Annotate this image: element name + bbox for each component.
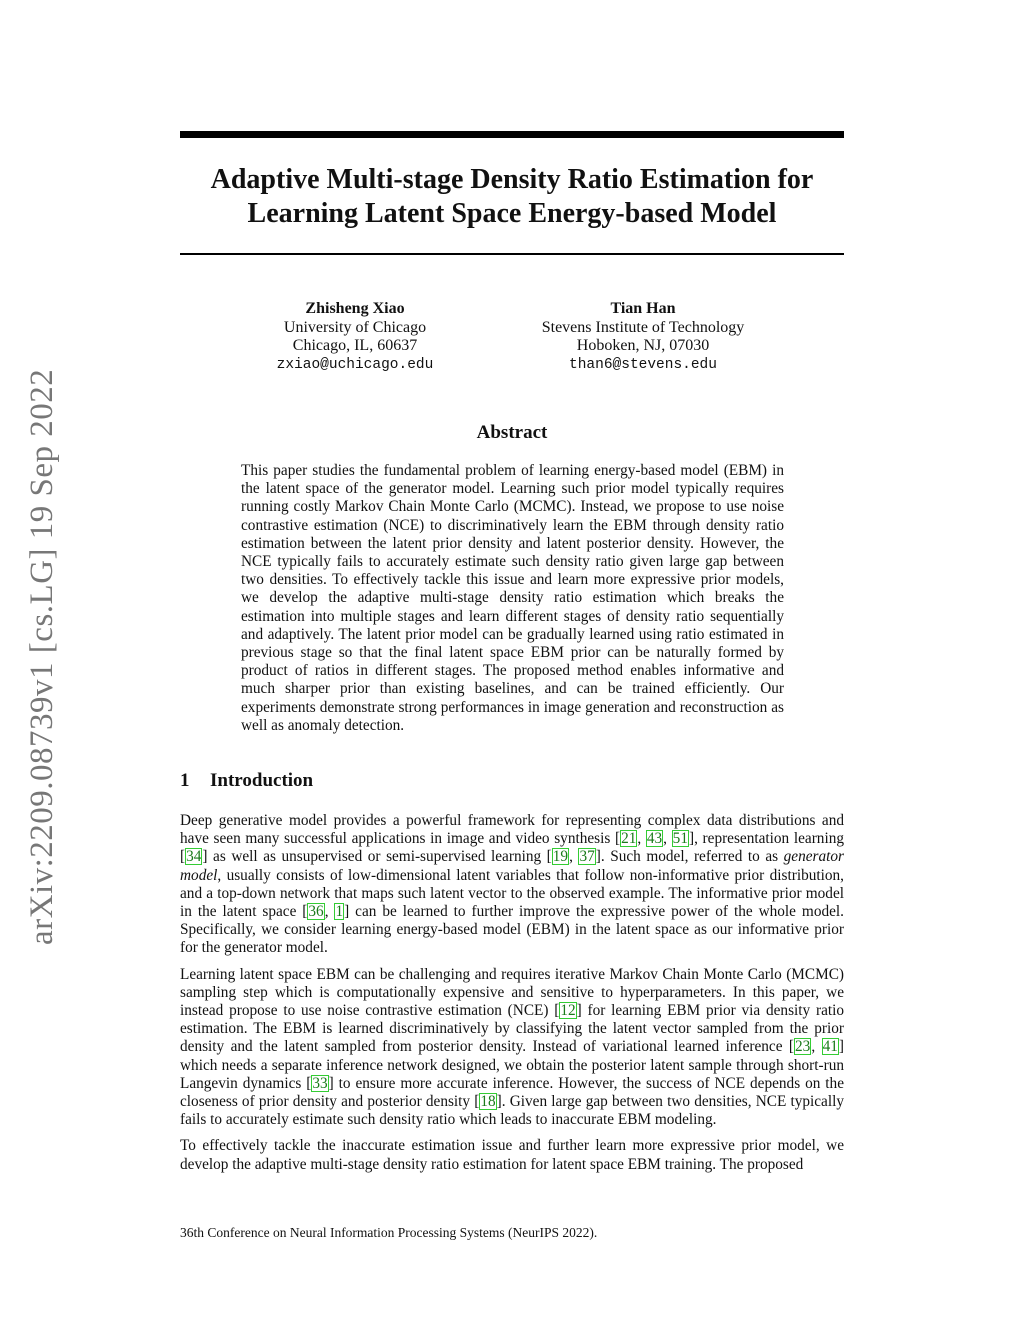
citation-link[interactable]: 1	[335, 903, 344, 921]
title-line-1: Adaptive Multi-stage Density Ratio Estimation for	[210, 164, 814, 195]
author-name: Zhisheng Xiao	[305, 300, 405, 317]
author-email[interactable]: zxiao@uchicago.edu	[276, 356, 434, 373]
author-block-1	[205, 300, 505, 374]
text-run: ] as well as unsupervised or semi-supervised learning [	[202, 848, 552, 866]
intro-paragraph-3: To effectively tackle the inaccurate estimation issue and further learn more expressive prior model, we develop the adaptive multi-stage density ratio estimation for latent space EBM training. The proposed	[180, 1137, 844, 1173]
citation-link[interactable]: 23	[795, 1038, 811, 1056]
text-run: ]. Such model, referred to as	[595, 848, 784, 866]
title-line-2: Learning Latent Space Energy-based Model	[247, 198, 777, 229]
paper-title	[180, 163, 844, 231]
title-bottom-rule	[180, 253, 844, 255]
title-top-rule	[180, 131, 844, 138]
citation-link[interactable]: 34	[186, 848, 202, 866]
citation-link[interactable]: 18	[480, 1093, 496, 1111]
section-number: 1	[180, 770, 190, 791]
citation-link[interactable]: 21	[621, 830, 637, 848]
text-run: Learning latent space EBM can be challenging and requires iterative Markov Chain Monte Carlo (MCMC) sampling step which is computationally expensive and sensitive to hyperparameters. In this paper, we instead propose to use noise contrastive estimation (NCE) [	[180, 965, 844, 1020]
intro-paragraph-2: Learning latent space EBM can be challenging and requires iterative Markov Chain Monte Carlo (MCMC) sampling step which is computationally expensive and sensitive to hyperparameters. In this paper, we instead propose to use noise contrastive estimation (NCE) [12] for learning EBM prior via density ratio estimation. The EBM is learned discriminatively by classifying the latent vector sampled from the prior density and the latent sampled from posterior density. Instead of variational learned inference [23, 41] which needs a separate inference network designed, we obtain the posterior latent sample through short-run Langevin dynamics [33] to ensure more accurate inference. However, the success of NCE depends on the closeness of prior density and posterior density [18]. Given large gap between two densities, NCE typically fails to accurately estimate such density ratio which leads to inaccurate EBM modeling.	[180, 965, 845, 1129]
citation-link[interactable]: 37	[579, 848, 595, 866]
intro-paragraph-1: Deep generative model provides a powerful framework for representing complex data distributions and have seen many successful applications in image and video synthesis [21, 43, 51], representation learning [34] as well as unsupervised or semi-supervised learning [19, 37]. Such model, referred to as generator model, usually consists of low-dimensional latent variables that follow non-informative prior distribution, and a top-down network that maps such latent vector to the observed example. The informative prior model in the latent space [36, 1] can be learned to further improve the expressive power of the whole model. Specifically, we consider learning energy-based model (EBM) in the latent space as our informative prior for the generator model.	[180, 812, 844, 957]
text-run: ]. Given large gap between two densities, NCE typically fails to accurately estimate such density ratio which leads to inaccurate EBM modeling.	[180, 1093, 844, 1129]
citation-link[interactable]: 51	[672, 830, 688, 848]
emphasis-term: generator model	[180, 848, 844, 884]
text-run: ] which needs a separate inference network designed, we obtain the posterior latent sample through short-run Langevin dynamics [	[180, 1038, 844, 1092]
citation-link[interactable]: 43	[646, 830, 663, 848]
author-name: Tian Han	[610, 300, 676, 317]
author-block-2	[493, 300, 793, 374]
introduction-body	[180, 812, 844, 1182]
conference-footnote: 36th Conference on Neural Information Processing Systems (NeurIPS 2022).	[180, 1225, 598, 1240]
text-run: ], representation learning [	[180, 830, 844, 866]
text-run: ] can be learned to further improve the expressive power of the whole model. Specifically, we consider learning energy-based model (EBM) in the latent space as our informative prior for the generator model.	[180, 903, 844, 957]
author-email[interactable]: than6@stevens.edu	[569, 356, 717, 373]
abstract-body: This paper studies the fundamental problem of learning energy-based model (EBM) in the latent space of the generator model. Learning such prior model typically requires running costly Markov Chain Monte Carlo (MCMC). Instead, we propose to use noise contrastive estimation (NCE) to discriminatively learn the EBM through density ratio estimation between the latent prior density and latent posterior density. However, the NCE typically fails to accurately estimate such density ratio given large gap between two densities. To effectively tackle this issue and learn more expressive prior models, we develop the adaptive multi-stage density ratio estimation which breaks the estimation into multiple stages and learn different stages of density ratio sequentially and adaptively. The latent prior model can be gradually learned using ratio estimated in previous stage so that the final latent space EBM prior can be naturally formed by product of ratios in different stages. The proposed method enables informative and much sharper prior than existing baselines, and can be trained efficiently. Our experiments demonstrate strong performances in image generation and reconstruction as well as anomaly detection.	[241, 462, 784, 734]
citation-link[interactable]: 36	[308, 903, 324, 921]
text-run: Deep generative model provides a powerful framework for representing complex data distributions and have seen many successful applications in image and video synthesis [	[180, 812, 844, 848]
arxiv-identifier-stamp: arXiv:2209.08739v1 [cs.LG] 19 Sep 2022	[24, 368, 60, 945]
text-run: , usually consists of low-dimensional latent variables that follow non-informative prior distribution, and a top-down network that maps such latent vector to the observed example. The informative prior model in the latent space [	[180, 866, 844, 921]
text-run: ] for learning EBM prior via density ratio estimation. The EBM is learned discriminatively by classifying the latent vector sampled from the prior density and the latent sampled from posterior density. Instead of variational learned inference [	[180, 1002, 845, 1056]
citation-link[interactable]: 12	[560, 1002, 576, 1020]
abstract-heading: Abstract	[476, 422, 548, 443]
author-affiliation: University of Chicago	[283, 318, 427, 336]
citation-link[interactable]: 19	[552, 848, 569, 866]
section-title-text: Introduction	[210, 770, 314, 791]
section-heading	[180, 770, 313, 792]
text-run: ] to ensure more accurate inference. However, the success of NCE depends on the closeness of prior density and posterior density [	[180, 1074, 844, 1111]
citation-link[interactable]: 41	[822, 1038, 838, 1056]
author-affiliation: Stevens Institute of Technology	[541, 318, 745, 336]
citation-link[interactable]: 33	[312, 1074, 328, 1092]
author-address: Chicago, IL, 60637	[292, 337, 418, 354]
author-address: Hoboken, NJ, 07030	[576, 337, 710, 354]
